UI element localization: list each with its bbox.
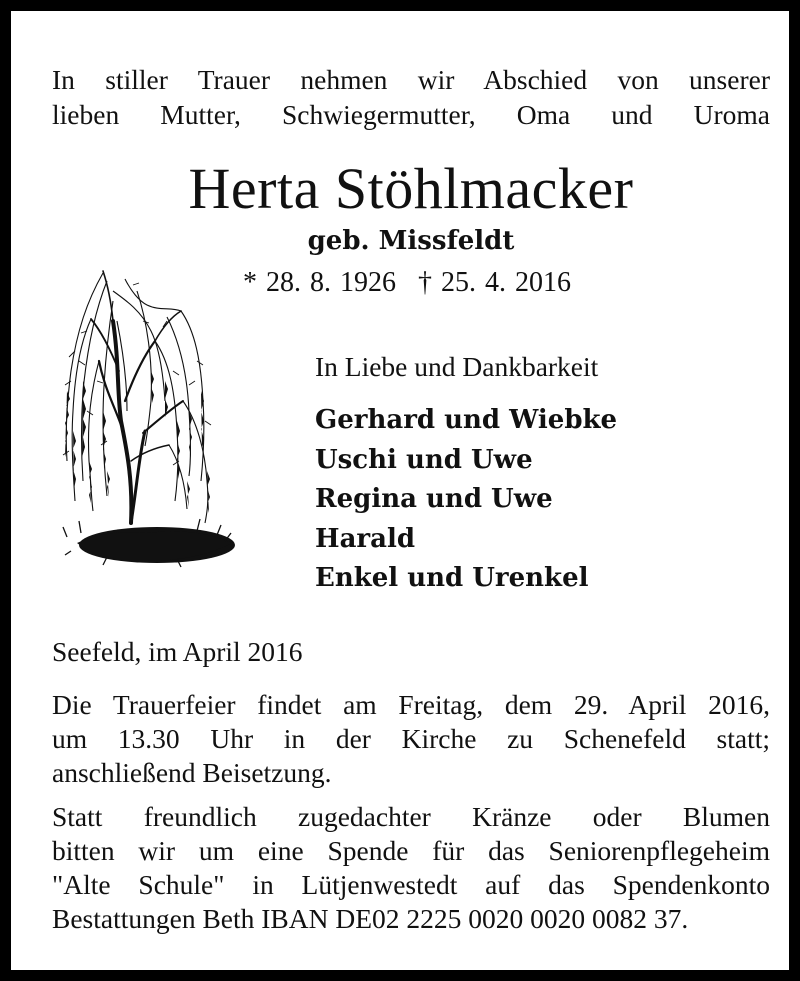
donation-line-4: Bestattungen Beth IBAN DE02 2225 0020 0020 0082 37.	[52, 903, 689, 934]
death-date: † 25. 4. 2016	[418, 267, 571, 298]
mourners-list	[315, 401, 617, 599]
ground-shadow	[77, 527, 235, 563]
deceased-name: Herta Stöhlmacker	[188, 156, 634, 221]
maiden-name: geb. Missfeldt	[307, 226, 515, 256]
life-dates	[243, 266, 571, 300]
mourner-name: Regina und Uwe	[315, 484, 553, 514]
mourner-name: Gerhard und Wiebke	[315, 405, 618, 435]
donation-line-1: Statt freundlich zugedachter Kränze oder Blumen	[52, 801, 770, 832]
place-date: Seefeld, im April 2016	[52, 636, 303, 667]
weeping-willow-tree-icon	[47, 261, 237, 591]
donation-line-2: bitten wir um eine Spende für das Seniorenpflegeheim	[52, 835, 770, 866]
funeral-line-2: um 13.30 Uhr in der Kirche zu Schenefeld statt;	[52, 723, 770, 754]
funeral-line-1: Die Trauerfeier findet am Freitag, dem 29. April 2016,	[52, 689, 770, 720]
mourners-heading: In Liebe und Dankbarkeit	[315, 351, 599, 382]
mourner-name: Uschi und Uwe	[315, 444, 533, 475]
intro-line-2: lieben Mutter, Schwiegermutter, Oma und Uroma	[52, 99, 770, 130]
mourner-name: Enkel und Urenkel	[315, 563, 589, 593]
mourner-name: Harald	[315, 523, 416, 554]
donation-line-3: "Alte Schule" in Lütjenwestedt auf das Spendenkonto	[52, 869, 770, 900]
intro-line-1: In stiller Trauer nehmen wir Abschied von unserer	[52, 64, 770, 95]
birth-date: * 28. 8. 1926	[243, 267, 396, 298]
funeral-line-3: anschließend Beisetzung.	[52, 757, 332, 788]
